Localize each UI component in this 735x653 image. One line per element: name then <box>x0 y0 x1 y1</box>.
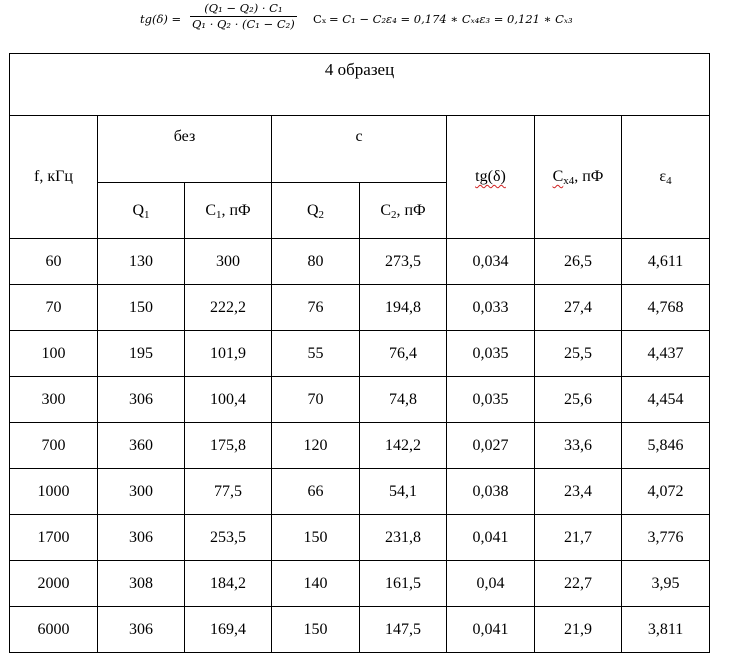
cell-cx4: 25,6 <box>535 377 622 423</box>
cell-frequency: 1000 <box>10 469 98 515</box>
header-c1-sub: 1 <box>215 208 222 221</box>
cell-c1: 100,4 <box>185 377 272 423</box>
cell-frequency: 300 <box>10 377 98 423</box>
cell-c1: 175,8 <box>185 423 272 469</box>
cell-c2: 76,4 <box>360 331 447 377</box>
cell-cx4: 23,4 <box>535 469 622 515</box>
cell-c2: 161,5 <box>360 561 447 607</box>
cell-cx4: 26,5 <box>535 239 622 285</box>
cell-frequency: 6000 <box>10 607 98 653</box>
header-epsilon-base: ε <box>659 168 667 185</box>
table-row <box>10 469 710 515</box>
header-c2-suffix: , пФ <box>396 201 426 219</box>
cell-frequency: 2000 <box>10 561 98 607</box>
formula-numerator: (Q₁ − Q₂) · C₁ <box>190 1 297 17</box>
cell-tg-delta: 0,041 <box>447 515 535 561</box>
cell-c1: 222,2 <box>185 285 272 331</box>
cell-c2: 74,8 <box>360 377 447 423</box>
table-title: 4 образец <box>10 54 710 116</box>
cell-q2: 120 <box>272 423 360 469</box>
cell-q2: 80 <box>272 239 360 285</box>
cell-q1: 306 <box>98 515 185 561</box>
cell-c1: 101,9 <box>185 331 272 377</box>
table-row <box>10 377 710 423</box>
cell-tg-delta: 0,033 <box>447 285 535 331</box>
cell-q1: 308 <box>98 561 185 607</box>
table-row <box>10 331 710 377</box>
header-q2 <box>272 183 360 239</box>
header-c2-base: C <box>380 201 391 219</box>
cell-frequency: 100 <box>10 331 98 377</box>
header-cx4 <box>535 116 622 239</box>
cell-tg-delta: 0,035 <box>447 377 535 423</box>
cell-epsilon: 3,95 <box>622 561 710 607</box>
table-row <box>10 239 710 285</box>
header-q2-base: Q <box>306 201 319 219</box>
cell-c2: 273,5 <box>360 239 447 285</box>
cell-q2: 150 <box>272 515 360 561</box>
cell-c1: 77,5 <box>185 469 272 515</box>
header-epsilon-sub: 4 <box>666 175 672 187</box>
cell-tg-delta: 0,027 <box>447 423 535 469</box>
header-cx4-base: C <box>552 168 564 185</box>
measurement-table <box>9 53 710 653</box>
cell-epsilon: 5,846 <box>622 423 710 469</box>
formula-cx: Cₓ <box>313 12 327 26</box>
header-c2 <box>360 183 447 239</box>
cell-frequency: 60 <box>10 239 98 285</box>
formula-fraction <box>190 1 297 32</box>
cell-q2: 76 <box>272 285 360 331</box>
header-c1 <box>185 183 272 239</box>
cell-epsilon: 4,454 <box>622 377 710 423</box>
cell-cx4: 21,7 <box>535 515 622 561</box>
cell-q2: 66 <box>272 469 360 515</box>
table-row <box>10 423 710 469</box>
header-cx4-suffix: , пФ <box>574 168 604 185</box>
cell-c2: 194,8 <box>360 285 447 331</box>
cell-epsilon: 4,768 <box>622 285 710 331</box>
cell-c2: 54,1 <box>360 469 447 515</box>
header-c2-sub: 2 <box>390 208 397 221</box>
header-c1-suffix: , пФ <box>221 201 251 219</box>
cell-q1: 195 <box>98 331 185 377</box>
formula-denominator: Q₁ · Q₂ · (C₁ − C₂) <box>192 17 295 31</box>
cell-q2: 70 <box>272 377 360 423</box>
cell-c1: 184,2 <box>185 561 272 607</box>
cell-c1: 253,5 <box>185 515 272 561</box>
cell-q1: 130 <box>98 239 185 285</box>
cell-tg-delta: 0,038 <box>447 469 535 515</box>
cell-frequency: 70 <box>10 285 98 331</box>
cell-cx4: 21,9 <box>535 607 622 653</box>
cell-tg-delta: 0,034 <box>447 239 535 285</box>
cell-epsilon: 4,072 <box>622 469 710 515</box>
cell-epsilon: 4,437 <box>622 331 710 377</box>
header-q2-sub: 2 <box>318 208 325 221</box>
cell-q2: 140 <box>272 561 360 607</box>
header-epsilon <box>622 116 710 239</box>
cell-q2: 150 <box>272 607 360 653</box>
formula <box>0 0 735 44</box>
formula-lhs: tg(δ) = <box>140 12 182 26</box>
header-tg-delta-text: tg(δ) <box>475 168 506 185</box>
cell-c2: 147,5 <box>360 607 447 653</box>
cell-q1: 150 <box>98 285 185 331</box>
header-tg-delta <box>447 116 535 239</box>
cell-tg-delta: 0,035 <box>447 331 535 377</box>
cell-c1: 300 <box>185 239 272 285</box>
cell-frequency: 700 <box>10 423 98 469</box>
formula-rest: = C₁ − C₂ε₄ = 0,174 ∗ Cₓ₄ε₃ = 0,121 ∗ Cₓ₃ <box>329 12 573 26</box>
cell-cx4: 27,4 <box>535 285 622 331</box>
cell-c2: 231,8 <box>360 515 447 561</box>
table-row <box>10 515 710 561</box>
cell-epsilon: 3,776 <box>622 515 710 561</box>
cell-tg-delta: 0,04 <box>447 561 535 607</box>
table-row <box>10 561 710 607</box>
header-c1-base: C <box>205 201 216 219</box>
header-cx4-sub: x4 <box>563 175 575 187</box>
table-row <box>10 285 710 331</box>
cell-q1: 360 <box>98 423 185 469</box>
cell-q1: 300 <box>98 469 185 515</box>
cell-epsilon: 3,811 <box>622 607 710 653</box>
cell-cx4: 33,6 <box>535 423 622 469</box>
cell-q1: 306 <box>98 607 185 653</box>
cell-c2: 142,2 <box>360 423 447 469</box>
header-q1 <box>98 183 185 239</box>
header-q1-base: Q <box>132 201 145 219</box>
cell-frequency: 1700 <box>10 515 98 561</box>
header-q1-sub: 1 <box>144 208 150 221</box>
header-group-with: с <box>272 116 447 183</box>
cell-cx4: 25,5 <box>535 331 622 377</box>
cell-q1: 306 <box>98 377 185 423</box>
cell-tg-delta: 0,041 <box>447 607 535 653</box>
header-group-without: без <box>98 116 272 183</box>
cell-c1: 169,4 <box>185 607 272 653</box>
header-frequency: f, кГц <box>10 116 98 239</box>
cell-epsilon: 4,611 <box>622 239 710 285</box>
cell-cx4: 22,7 <box>535 561 622 607</box>
cell-q2: 55 <box>272 331 360 377</box>
